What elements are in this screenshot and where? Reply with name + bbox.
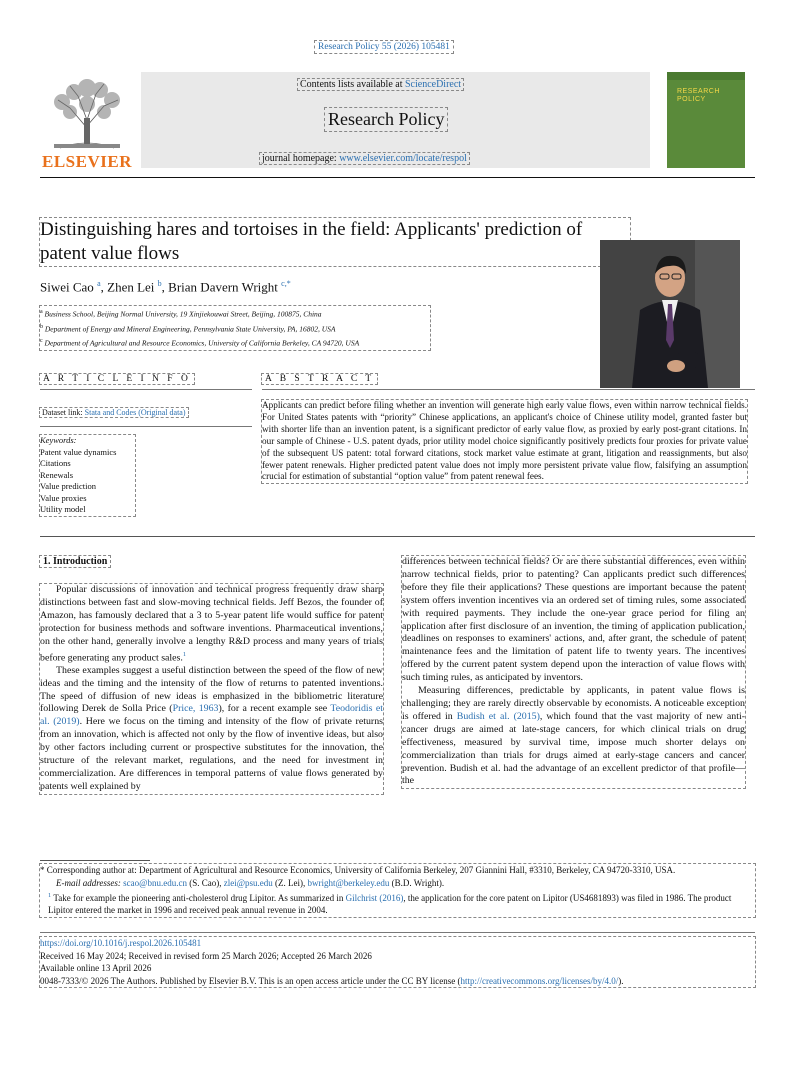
cover-band <box>667 72 745 80</box>
cover-title-line-2: POLICY <box>677 96 706 103</box>
author-2-name[interactable]: Zhen Lei <box>107 279 155 295</box>
keyword-item: Renewals <box>40 469 74 480</box>
intro-paragraph-2-text-c: . Here we focus on the timing and intensity of the flow of private returns from an innovation, which is affected not only by the flow of inventive ideas, but also by other factors including current or prospective substitutes for the innovation, the structure of the relevant market, regulations, and the need for investment in commercialization. Are differences in temporal patterns of value flows generated by patents well explained by <box>40 716 383 792</box>
dataset-link-line <box>40 408 188 417</box>
intro-paragraph-4 <box>402 685 745 788</box>
email-link-cao[interactable]: scao@bnu.edu.cn <box>123 878 187 888</box>
author-separator: , <box>161 279 169 295</box>
affiliation-b-text: Department of Energy and Mineral Engineering, Pennsylvania State University, PA, 16802, USA <box>44 324 336 333</box>
keyword-item: Utility model <box>40 504 86 514</box>
citation-budish-2015[interactable]: Budish et al. (2015) <box>456 710 540 722</box>
abstract-heading: A B S T R A C T <box>262 374 377 384</box>
right-column <box>402 556 745 788</box>
footnote-1-text-b: , the application for the core patent on Lipitor (US4681893) was filed in 1986. The product Lipitor entered the market in 1996 and received peak annual revenue in 2004. <box>48 893 732 915</box>
intro-paragraph-4-text-b: , which found that the vast majority of new anti-cancer drugs are aimed at late-stage cancers, for which clinical trials on drug effectiveness, measured by survival time, impose much shorter delays on commercialization than trials for drugs aimed at early-stage cancers and cancer prevention. Budish et al. had the advantage of an excellent predictor of that profile—the <box>402 710 745 787</box>
keyword-item: Value prediction <box>40 481 96 491</box>
intro-paragraph-2-text-b: ), for a recent example see <box>218 703 331 715</box>
author-separator: , <box>100 279 108 295</box>
citation-gilchrist-2016[interactable]: Gilchrist (2016) <box>345 893 404 903</box>
article-title: Distinguishing hares and tortoises in the field: Applicants' prediction of patent value flows <box>40 218 630 266</box>
keyword-item: Value proxies <box>40 492 87 503</box>
homepage-link[interactable]: www.elsevier.com/locate/respol <box>339 153 467 164</box>
section-1-heading: 1. Introduction <box>40 556 110 567</box>
homepage-prefix: journal homepage: <box>262 153 340 164</box>
available-online-date: Available online 13 April 2026 <box>40 963 152 973</box>
keyword-item: Citations <box>40 458 71 468</box>
affiliation-c-sup: c <box>40 338 43 344</box>
doi-link[interactable]: https://doi.org/10.1016/j.respol.2026.105481 <box>40 938 202 948</box>
dataset-link[interactable]: Stata and Codes (Original data) <box>84 408 186 417</box>
email-addresses <box>40 877 755 889</box>
author-3-sup[interactable]: c,* <box>281 279 291 288</box>
affiliation-b-sup: b <box>40 323 43 330</box>
affiliations <box>40 306 430 350</box>
footnote-1-number[interactable]: 1 <box>48 892 52 899</box>
body-divider <box>40 536 755 537</box>
license-link[interactable]: http://creativecommons.org/licenses/by/4.0/ <box>460 975 619 986</box>
footnote-1 <box>40 890 755 916</box>
footnotes <box>40 864 755 917</box>
journal-reference-link[interactable]: Research Policy 55 (2026) 105481 <box>315 41 453 53</box>
journal-homepage-line <box>260 153 469 164</box>
footnote-1-ref[interactable]: 1 <box>182 650 187 658</box>
affiliation-c-text: Department of Agricultural and Resource Economics, University of California Berkeley, CA 94720, USA <box>44 338 360 348</box>
intro-paragraph-2 <box>40 665 383 794</box>
affiliation-a-sup: a <box>40 309 43 315</box>
keyword-item: Patent value dynamics <box>40 446 117 457</box>
intro-paragraph-4-text-a: Measuring differences, predictable by applicants, in patent value flows is challenging; they are rarely directly observable by economists. A noticeable exception is offered in <box>402 685 745 722</box>
dataset-label: Dataset link: <box>42 408 83 417</box>
intro-paragraph-3: differences between technical fields? Or are there substantial differences, even within narrow technical fields, prior to patenting? Can applicants predict such differences before they file their applications? These questions are important because the patent system offers invention incentives via an ordered set of timing rules, some associated with required payments. They include the one-year grace period for filing an application after first disclosure of an invention, the timing of application publication, deadlines on responses to examiners' actions, and, after grant, the schedule of patent maintenance fees and the limitation of patent life to twenty years. The incentives offered by the current patent system depend upon the interaction of value flows with such timing rules, as anticipated by inventors. <box>402 556 745 684</box>
email-label: E-mail addresses: <box>56 878 121 888</box>
license-line <box>40 975 755 988</box>
keywords-label: Keywords: <box>40 435 77 445</box>
affiliation-b <box>40 321 430 336</box>
author-1-sup[interactable]: a <box>97 279 101 288</box>
header-divider <box>40 177 755 178</box>
email-owner-cao: (S. Cao), <box>186 878 224 888</box>
license-text-b: ). <box>618 975 624 986</box>
author-2-sup[interactable]: b <box>157 279 162 288</box>
author-portrait-photo <box>600 240 740 388</box>
elsevier-wordmark: ELSEVIER <box>42 152 132 171</box>
email-owner-wright: (B.D. Wright). <box>389 878 445 888</box>
article-info-heading: A R T I C L E I N F O <box>40 374 194 384</box>
cover-title <box>677 88 720 104</box>
email-owner-lei: (Z. Lei), <box>272 878 308 888</box>
article-info-divider <box>40 389 252 390</box>
corresponding-author-note: * Corresponding author at: Department of Agricultural and Resource Economics, University of California Berkeley, 207 Giannini Hall, #3310, Berkeley, CA 94720-3310, USA. <box>40 865 676 875</box>
affiliation-a-text: Business School, Beijing Normal University, 19 Xinjiekouwai Street, Beijing, 100875, China <box>44 309 322 319</box>
affiliation-a <box>40 306 430 321</box>
footnote-divider <box>40 860 150 861</box>
abstract-divider <box>262 389 755 390</box>
intro-paragraph-2-text-a: These examples suggest a useful distinction between the speed of the flow of new ideas and the timing and the intensity of the flow of returns to patented inventions. The speed of diffusion of new ideas is emphasized in the bibliometric literature following Derek de Solla Price ( <box>40 664 383 715</box>
affiliation-c <box>40 335 430 350</box>
contents-prefix: Contents lists available at <box>300 79 405 90</box>
dataset-divider <box>40 426 252 427</box>
intro-paragraph-1 <box>40 584 383 665</box>
contents-available-line <box>298 79 463 90</box>
journal-cover-thumbnail <box>667 72 745 168</box>
license-text-a: 0048-7333/© 2026 The Authors. Published by Elsevier B.V. This is an open access article under the CC BY license ( <box>40 975 461 986</box>
left-column <box>40 584 383 794</box>
author-1-name[interactable]: Siwei Cao <box>40 279 94 295</box>
journal-title: Research Policy <box>325 108 447 131</box>
citation-teodoridis-2019[interactable]: Teodoridis et al. (2019) <box>40 703 383 728</box>
email-link-lei[interactable]: zlei@psu.edu <box>223 878 273 888</box>
footnote-1-text-a: Take for example the pioneering anti-cholesterol drug Lipitor. As summarized in <box>51 893 346 903</box>
article-footer <box>40 937 755 987</box>
intro-paragraph-1-text: Popular discussions of innovation and technical progress frequently draw sharp distinctions between fast and slow-moving technical fields. Jeff Bezos, the founder of Amazon, has famously declared that a 3 to 5-year patent life would suffice for patent protection for business methods and software inventions. Pharmaceutical inventions, on the other hand, generally involve a lengthy R&D process and many years of trials before generating any product sales. <box>40 584 383 663</box>
cover-title-line-1: RESEARCH <box>677 88 720 95</box>
author-list <box>40 279 291 295</box>
received-dates: Received 16 May 2024; Received in revised form 25 March 2026; Accepted 26 March 2026 <box>40 950 372 961</box>
sciencedirect-link[interactable]: ScienceDirect <box>404 79 462 90</box>
email-link-wright[interactable]: bwright@berkeley.edu <box>307 878 390 888</box>
keywords-block <box>40 435 135 516</box>
author-3-name[interactable]: Brian Davern Wright <box>168 279 278 295</box>
footer-divider <box>40 932 755 933</box>
abstract-text: Applicants can predict before filing whether an invention will generate high early value flows, even within narrow technical fields. For United States patents with “priority” Chinese applications, an applicant's choice of Chinese utility model, granted faster but with shorter life than an invention patent, is a significant predictor of early value flow, as proxied by early post-grant citations. In our sample of Chinese - U.S. patent dyads, prior utility model choice significantly positively predicts four proxies for private value of the subsequent US patent: total forward citations, stock market value estimate at grant, litigation and reassignments, but also fewer patent renewals. Higher predicted patent value does not imply more persistent private value flow, falsifying an assumption crucial for estimation of substantial “option value” from patent renewal fees. <box>262 400 747 482</box>
citation-price-1963[interactable]: Price, 1963 <box>172 703 219 715</box>
